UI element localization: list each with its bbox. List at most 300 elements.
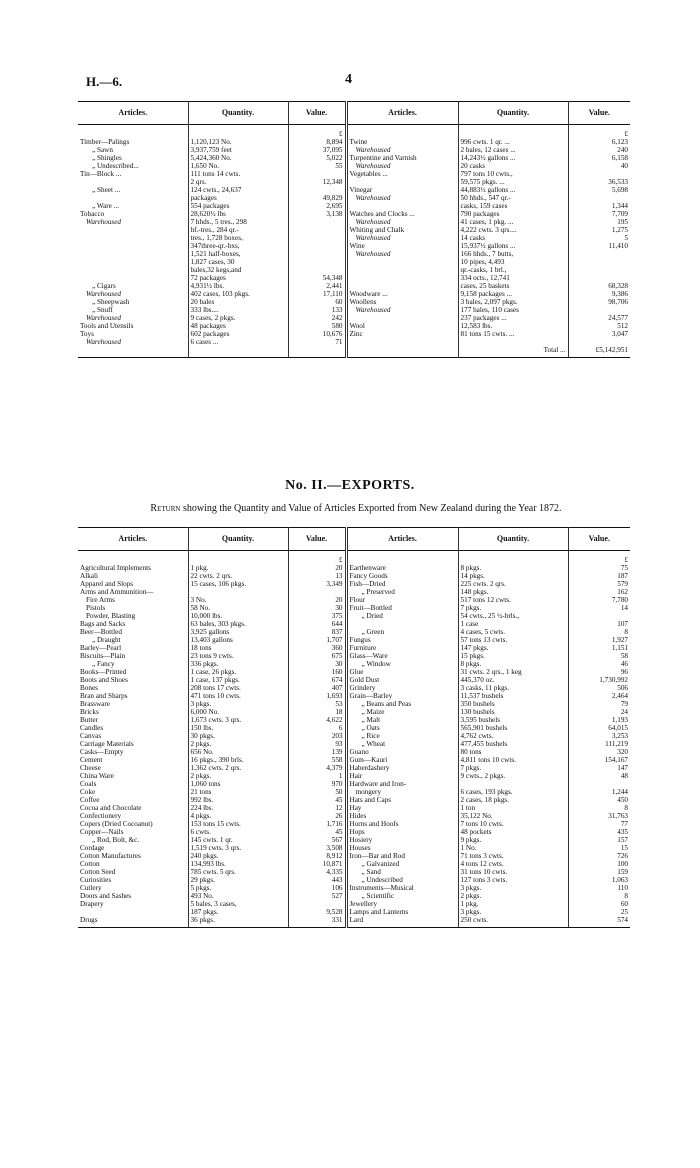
value-cell: 1,730,992	[599, 676, 628, 684]
quantity-cell: 6,000 No.	[188, 708, 288, 716]
value-cell: 17,110	[288, 290, 346, 298]
exports-table	[78, 527, 630, 928]
quantity-cell: 445,370 oz.	[458, 676, 568, 684]
value-cell: 242	[288, 314, 346, 322]
article-cell: Warehoused	[346, 146, 458, 154]
table-row	[78, 346, 630, 358]
value-cell: 106	[288, 884, 346, 892]
article-cell: Lamps and Lanterns	[346, 908, 458, 916]
article-cell: Woollens	[346, 298, 458, 306]
value-cell: 970	[288, 780, 346, 788]
table-row	[78, 282, 630, 290]
quantity-cell: 147 pkgs.	[458, 644, 568, 652]
article-cell: Lard	[346, 916, 458, 928]
table-row	[78, 178, 630, 186]
table-row	[78, 772, 630, 780]
value-cell: 3,349	[288, 580, 346, 588]
quantity-cell: hf.-tres., 284 qr.-	[188, 226, 288, 234]
value-cell: 36,533	[608, 178, 628, 186]
article-cell: „ Rice	[346, 732, 458, 740]
value-cell: 46	[620, 660, 628, 668]
empty-cell	[188, 125, 288, 139]
value-cell: 9,386	[611, 290, 628, 298]
quantity-cell: 797 tons 10 cwts.,	[458, 170, 568, 178]
currency-symbol: £	[624, 130, 628, 138]
article-cell: „ Sand	[346, 868, 458, 876]
article-cell: Fungus	[346, 636, 458, 644]
table-row	[78, 330, 630, 338]
article-cell	[346, 620, 458, 628]
article-cell: Carriage Materials	[78, 740, 188, 748]
quantity-cell: 1,650 No.	[188, 162, 288, 170]
article-cell: Timber—Palings	[78, 138, 188, 146]
quantity-cell: 5 pkgs.	[188, 884, 288, 892]
value-cell: 674	[288, 676, 346, 684]
col-header-quantity: Quantity.	[458, 102, 568, 125]
quantity-cell: 477,455 bushels	[458, 740, 568, 748]
empty-cell	[78, 125, 188, 139]
quantity-cell: 5,424,360 No.	[188, 154, 288, 162]
quantity-cell: 471 tons 10 cwts.	[188, 692, 288, 700]
article-cell: Grindery	[346, 684, 458, 692]
article-cell: Twine	[346, 138, 458, 146]
quantity-cell: 21 tons	[188, 788, 288, 796]
quantity-cell: 14,243½ gallons ...	[458, 154, 568, 162]
value-cell: 159	[617, 868, 628, 876]
quantity-cell: 2 cases, 18 pkgs.	[458, 796, 568, 804]
quantity-cell: 3 No.	[188, 596, 288, 604]
quantity-cell: 11,537 bushels	[458, 692, 568, 700]
col-header-articles: Articles.	[346, 102, 458, 125]
article-cell: Warehoused	[78, 338, 188, 346]
value-cell: 8,894	[288, 138, 346, 146]
article-cell: Agricultural Implements	[78, 564, 188, 572]
empty-cell	[346, 551, 458, 565]
quantity-cell: 145 cwts. 1 qr.	[188, 836, 288, 844]
article-cell: Warehoused	[78, 290, 188, 298]
article-cell	[78, 908, 188, 916]
article-cell: Fish—Dried	[346, 580, 458, 588]
quantity-cell: 15 cases, 106 pkgs.	[188, 580, 288, 588]
article-cell: Drugs	[78, 916, 188, 928]
quantity-cell: 81 tons 15 cwts. ...	[458, 330, 568, 338]
quantity-cell: 63 bales, 303 pkgs.	[188, 620, 288, 628]
article-cell: Warehoused	[78, 314, 188, 322]
value-cell: 93	[288, 740, 346, 748]
table-row	[78, 708, 630, 716]
value-cell: 60	[288, 298, 346, 306]
article-cell: „ Malt	[346, 716, 458, 724]
quantity-cell: 992 lbs.	[188, 796, 288, 804]
table-row	[78, 780, 630, 788]
quantity-cell: 402 cases, 103 pkgs.	[188, 290, 288, 298]
table-row	[78, 868, 630, 876]
table-row	[78, 572, 630, 580]
article-cell: Vinegar	[346, 186, 458, 194]
quantity-cell: 334 octs., 12,741	[458, 274, 568, 282]
value-cell: 154,167	[604, 756, 628, 764]
table-row	[78, 551, 630, 565]
table-row	[78, 660, 630, 668]
quantity-cell: 130 bushels	[458, 708, 568, 716]
value-cell: 195	[617, 218, 628, 226]
article-cell: Fruit—Bottled	[346, 604, 458, 612]
article-cell: Butter	[78, 716, 188, 724]
quantity-cell: 4 pkgs.	[188, 812, 288, 820]
article-cell: „ Undescribed...	[78, 162, 188, 170]
quantity-cell: 554 packages	[188, 202, 288, 210]
quantity-cell: 7 hhds., 5 tres., 298	[188, 218, 288, 226]
empty-cell	[288, 346, 346, 358]
table-row	[78, 588, 630, 596]
article-cell: Alkali	[78, 572, 188, 580]
quantity-cell: 3 casks, 11 pkgs.	[458, 684, 568, 692]
article-cell	[346, 266, 458, 274]
value-cell: 8	[624, 628, 628, 636]
table-row	[78, 844, 630, 852]
col-header-articles: Articles.	[78, 102, 188, 125]
article-cell: Gum—Kauri	[346, 756, 458, 764]
value-cell: 579	[617, 580, 628, 588]
quantity-cell: 41 cases, 1 pkg. ...	[458, 218, 568, 226]
table-row	[78, 836, 630, 844]
empty-cell	[188, 346, 288, 358]
value-cell	[568, 274, 630, 282]
value-cell: 1,693	[288, 692, 346, 700]
article-cell: Glass—Ware	[346, 652, 458, 660]
table-row	[78, 154, 630, 162]
table-row	[78, 756, 630, 764]
quantity-cell: 22 cwts. 2 qrs.	[188, 572, 288, 580]
value-cell: 45	[288, 828, 346, 836]
table-row	[78, 764, 630, 772]
article-cell	[346, 338, 458, 346]
value-cell	[288, 242, 346, 250]
quantity-cell: 347three-qr.-bxs,	[188, 242, 288, 250]
article-cell: Biscuits—Plain	[78, 652, 188, 660]
table-row	[78, 250, 630, 258]
value-cell: 187	[617, 572, 628, 580]
value-cell: 26	[288, 812, 346, 820]
article-cell: „ Beans and Peas	[346, 700, 458, 708]
article-cell: Turpentine and Varnish	[346, 154, 458, 162]
quantity-cell: 148 pkgs.	[458, 588, 568, 596]
table-row	[78, 218, 630, 226]
article-cell: Canvas	[78, 732, 188, 740]
quantity-cell: 3,595 bushels	[458, 716, 568, 724]
table-row	[78, 322, 630, 330]
table-row	[78, 306, 630, 314]
table-row	[78, 860, 630, 868]
article-cell: Hair	[346, 772, 458, 780]
value-cell: 54,348	[288, 274, 346, 282]
quantity-cell: 57 tons 13 cwts.	[458, 636, 568, 644]
quantity-cell	[458, 780, 568, 788]
quantity-cell: 10,000 lbs.	[188, 612, 288, 620]
article-cell	[78, 242, 188, 250]
quantity-cell: 187 pkgs.	[188, 908, 288, 916]
value-cell: 160	[288, 668, 346, 676]
value-cell: 12,348	[288, 178, 346, 186]
article-cell: Hops	[346, 828, 458, 836]
article-cell: Warehoused	[78, 218, 188, 226]
article-cell: „ Shingles	[78, 154, 188, 162]
value-cell: 98,706	[608, 298, 628, 306]
value-cell: 375	[288, 612, 346, 620]
article-cell: Copper—Nails	[78, 828, 188, 836]
article-cell: Iron—Bar and Rod	[346, 852, 458, 860]
value-cell: 96	[620, 668, 628, 676]
quantity-cell: 54 cwts., 25 ½-brls.,	[458, 612, 568, 620]
value-cell: 79	[620, 700, 628, 708]
empty-cell	[458, 551, 568, 565]
article-cell	[346, 314, 458, 322]
article-cell: Grain—Barley	[346, 692, 458, 700]
article-cell	[346, 178, 458, 186]
article-cell: Horns and Hoofs	[346, 820, 458, 828]
quantity-cell: 336 pkgs.	[188, 660, 288, 668]
article-cell: Tools and Utensils	[78, 322, 188, 330]
article-cell: Coals	[78, 780, 188, 788]
quantity-cell: 7 pkgs.	[458, 764, 568, 772]
value-cell: 1,193	[611, 716, 628, 724]
value-cell: 68,328	[608, 282, 628, 290]
value-cell: 1,151	[611, 644, 628, 652]
article-cell	[346, 274, 458, 282]
quantity-cell: 1,673 cwts. 3 qrs.	[188, 716, 288, 724]
value-cell: 675	[288, 652, 346, 660]
article-cell: Cement	[78, 756, 188, 764]
article-cell: Hardware and Iron-	[346, 780, 458, 788]
article-cell: Warehoused	[346, 234, 458, 242]
article-cell: Bricks	[78, 708, 188, 716]
article-cell: Hay	[346, 804, 458, 812]
quantity-cell: 9 cwts., 2 pkgs.	[458, 772, 568, 780]
table-row	[78, 740, 630, 748]
value-cell: 3,138	[288, 210, 346, 218]
value-cell: 40	[620, 162, 628, 170]
value-cell	[568, 250, 630, 258]
value-cell	[568, 170, 630, 178]
article-cell	[78, 258, 188, 266]
quantity-cell: 31 cwts. 2 qrs., 1 keg	[458, 668, 568, 676]
quantity-cell: 208 tons 17 cwts.	[188, 684, 288, 692]
value-cell: 75	[620, 564, 628, 572]
quantity-cell: 1 pkg.	[458, 900, 568, 908]
value-cell: 580	[288, 322, 346, 330]
value-cell: 1,707	[288, 636, 346, 644]
value-cell: 147	[617, 764, 628, 772]
empty-cell	[188, 551, 288, 565]
col-header-quantity: Quantity.	[458, 528, 568, 551]
value-cell: 2,464	[611, 692, 628, 700]
article-cell: Instruments—Musical	[346, 884, 458, 892]
quantity-cell: 29 pkgs.	[188, 876, 288, 884]
value-cell: 435	[617, 828, 628, 836]
value-cell: 37,095	[288, 146, 346, 154]
article-cell: Hats and Caps	[346, 796, 458, 804]
article-cell: Brassware	[78, 700, 188, 708]
article-cell: Powder, Blasting	[78, 612, 188, 620]
quantity-cell: 48 packages	[188, 322, 288, 330]
quantity-cell: 4,811 tons 10 cwts.	[458, 756, 568, 764]
value-cell: 7,780	[611, 596, 628, 604]
table-row	[78, 652, 630, 660]
quantity-cell: 6 cases ...	[188, 338, 288, 346]
value-cell: 1,716	[288, 820, 346, 828]
quantity-cell: 4,762 cwts.	[458, 732, 568, 740]
value-cell: 1,927	[611, 636, 628, 644]
value-cell	[568, 338, 630, 346]
value-cell: 25	[620, 908, 628, 916]
article-cell: Fancy Goods	[346, 572, 458, 580]
table-row	[78, 138, 630, 146]
quantity-cell: 1,521 half-boxes,	[188, 250, 288, 258]
quantity-cell: 134,993 lbs.	[188, 860, 288, 868]
table-row	[78, 338, 630, 346]
value-cell: 30	[288, 604, 346, 612]
article-cell: Tobacco	[78, 210, 188, 218]
article-cell: Bones	[78, 684, 188, 692]
value-cell	[568, 780, 630, 788]
empty-cell	[458, 125, 568, 139]
article-cell: Cotton	[78, 860, 188, 868]
currency-symbol: £	[288, 125, 346, 139]
table-row	[78, 186, 630, 194]
quantity-cell: 2 pkgs.	[458, 892, 568, 900]
article-cell: Warehoused	[346, 218, 458, 226]
quantity-cell: 3,925 gallons	[188, 628, 288, 636]
article-cell: Fire Arms	[78, 596, 188, 604]
col-header-value: Value.	[288, 528, 346, 551]
value-cell: 450	[617, 796, 628, 804]
table-row	[78, 732, 630, 740]
article-cell: Whiting and Chalk	[346, 226, 458, 234]
quantity-cell: 1,362 cwts. 2 qrs.	[188, 764, 288, 772]
article-cell: Tin—Block ...	[78, 170, 188, 178]
article-cell: „ Sheet ...	[78, 186, 188, 194]
table-row	[78, 876, 630, 884]
quantity-cell: 2 bales, 12 cases ...	[458, 146, 568, 154]
value-cell: 31,763	[608, 812, 628, 820]
article-cell: Wine	[346, 242, 458, 250]
table-row	[78, 258, 630, 266]
value-cell: 10,871	[288, 860, 346, 868]
quantity-cell: 2 pkgs.	[188, 740, 288, 748]
quantity-cell: 1 case, 26 pkgs.	[188, 668, 288, 676]
value-cell: 53	[288, 700, 346, 708]
article-cell: „ Oats	[346, 724, 458, 732]
exports-title: No. II.—EXPORTS.	[285, 478, 415, 493]
value-cell	[568, 306, 630, 314]
quantity-cell: 14 casks	[458, 234, 568, 242]
value-cell: 3,253	[611, 732, 628, 740]
table-row	[78, 820, 630, 828]
value-cell	[568, 194, 630, 202]
value-cell	[288, 218, 346, 226]
value-cell: 110	[617, 884, 628, 892]
table-row	[78, 700, 630, 708]
quantity-cell: cases, 25 baskets	[458, 282, 568, 290]
value-cell: 20	[288, 596, 346, 604]
table-row	[78, 908, 630, 916]
article-cell: Copers (Dried Cocoanut)	[78, 820, 188, 828]
table-row	[78, 900, 630, 908]
article-cell: Coke	[78, 788, 188, 796]
table-row	[78, 125, 630, 139]
article-cell: „ Window	[346, 660, 458, 668]
value-cell: 2,695	[288, 202, 346, 210]
article-cell: Cutlery	[78, 884, 188, 892]
table-row	[78, 266, 630, 274]
table-row	[78, 580, 630, 588]
article-cell: Apparel and Slops	[78, 580, 188, 588]
quantity-cell: 4,222 cwts. 3 qrs....	[458, 226, 568, 234]
document-code: H.—6.	[86, 74, 123, 89]
quantity-cell: 2 qrs.	[188, 178, 288, 186]
quantity-cell: 5 bales, 3 cases,	[188, 900, 288, 908]
table-row	[78, 242, 630, 250]
value-cell: 837	[288, 628, 346, 636]
exports-subtitle	[86, 503, 626, 514]
value-cell: 49,829	[288, 194, 346, 202]
article-cell: Cotton Manufactures	[78, 852, 188, 860]
value-cell: 527	[288, 892, 346, 900]
article-cell: Coffee	[78, 796, 188, 804]
value-cell: 50	[288, 788, 346, 796]
value-cell	[288, 226, 346, 234]
value-cell: 64,015	[608, 724, 628, 732]
table-row	[78, 644, 630, 652]
value-cell: 1,063	[611, 876, 628, 884]
article-cell	[346, 346, 458, 358]
article-cell: Glue	[346, 668, 458, 676]
quantity-cell: 240 pkgs.	[188, 852, 288, 860]
value-cell: 6,158	[611, 154, 628, 162]
table-row	[78, 314, 630, 322]
col-header-articles: Articles.	[346, 528, 458, 551]
quantity-cell: 14 pkgs.	[458, 572, 568, 580]
quantity-cell	[188, 588, 288, 596]
article-cell: mongery	[346, 788, 458, 796]
article-cell: „ Cigars	[78, 282, 188, 290]
article-cell: „ Rod, Bolt, &c.	[78, 836, 188, 844]
value-cell: 644	[288, 620, 346, 628]
article-cell: Furniture	[346, 644, 458, 652]
article-cell: „ Galvanized	[346, 860, 458, 868]
table-row	[78, 852, 630, 860]
quantity-cell: 565,901 bushels	[458, 724, 568, 732]
article-cell: Casks—Empty	[78, 748, 188, 756]
value-cell: 48	[620, 772, 628, 780]
value-cell: 2,441	[288, 282, 346, 290]
quantity-cell: 12,583 lbs.	[458, 322, 568, 330]
quantity-cell: 1 ton	[458, 804, 568, 812]
article-cell: Warehoused	[346, 162, 458, 170]
value-cell: 24,577	[608, 314, 628, 322]
value-cell: 4,335	[288, 868, 346, 876]
value-cell: 139	[288, 748, 346, 756]
quantity-cell: 656 No.	[188, 748, 288, 756]
exports-table-body	[78, 551, 630, 928]
col-header-value: Value.	[288, 102, 346, 125]
article-cell	[78, 194, 188, 202]
value-cell: 558	[288, 756, 346, 764]
value-cell: 18	[288, 708, 346, 716]
table-row	[78, 612, 630, 620]
quantity-cell: 30 pkgs.	[188, 732, 288, 740]
quantity-cell: 4 cases, 5 cwts.	[458, 628, 568, 636]
